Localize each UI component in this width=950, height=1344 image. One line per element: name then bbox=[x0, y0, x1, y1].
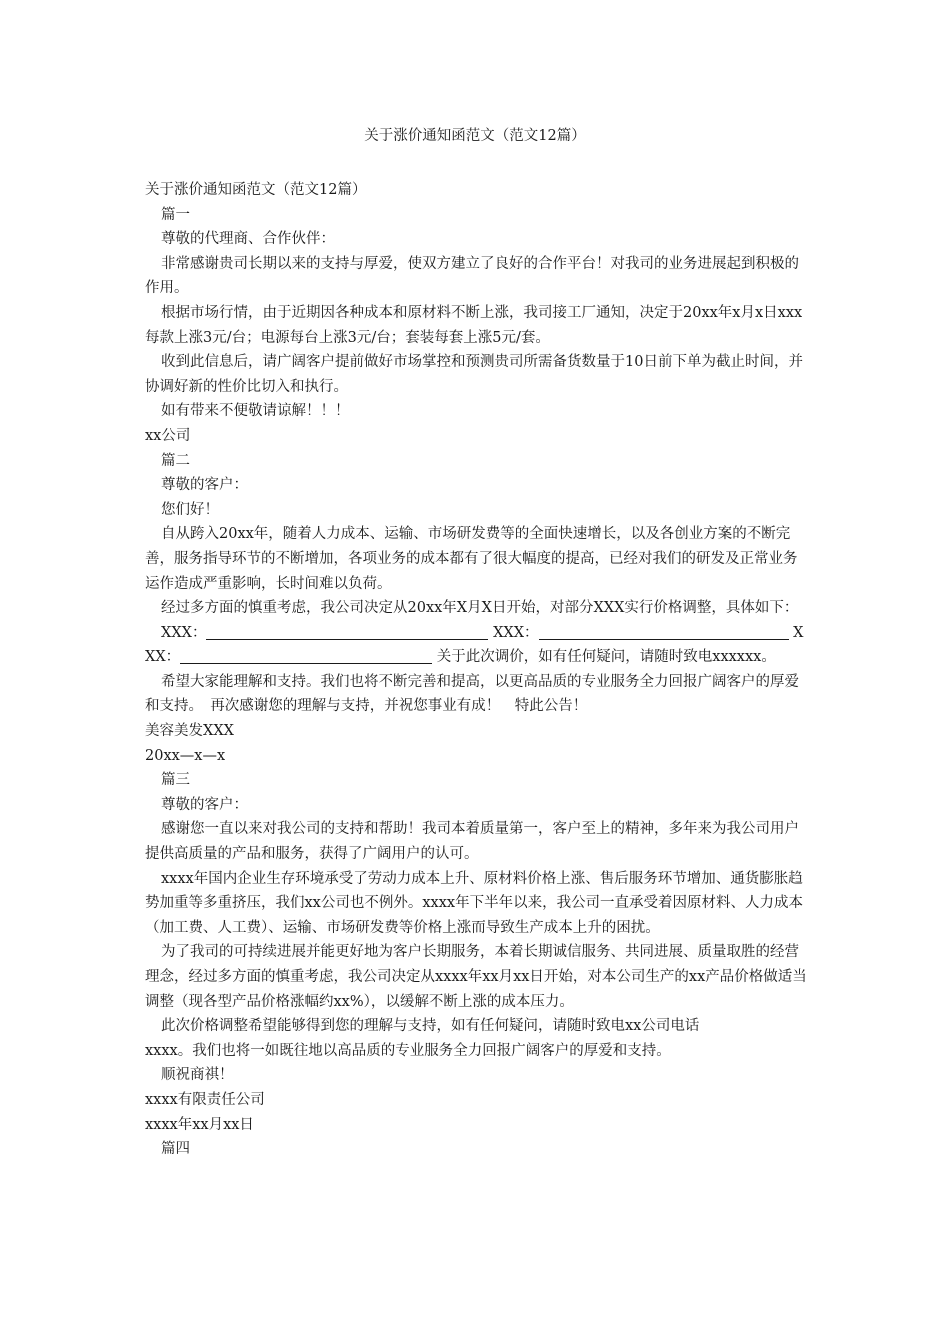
paragraph: 经过多方面的慎重考虑，我公司决定从20xx年X月X日开始，对部分XXX实行价格调整，具体如下： bbox=[161, 600, 799, 617]
paragraph: 根据市场行情，由于近期因各种成本和原材料不断上涨，我司接工厂通知，决定于20xx年x月x日xxx每款上涨3元/台；电源每台上涨3元/台；套装每套上涨5元/套。 bbox=[145, 304, 803, 346]
closing: 顺祝商祺！ bbox=[161, 1067, 234, 1084]
date: xxxx年xx月xx日 bbox=[145, 1116, 254, 1133]
section-heading: 篇二 bbox=[161, 452, 190, 469]
item-label: XXX： bbox=[145, 624, 804, 666]
item-label: XXX： bbox=[161, 624, 207, 641]
fill-in-blank bbox=[180, 647, 432, 664]
paragraph: 非常感谢贵司长期以来的支持与厚爱，使双方建立了良好的合作平台！对我司的业务进展起到积极的作用。 bbox=[145, 255, 799, 297]
paragraph: 感谢您一直以来对我公司的支持和帮助！我司本着质量第一，客户至上的精神，多年来为我公司用户提供高质量的产品和服务，获得了广阔用户的认可。 bbox=[145, 821, 799, 863]
salutation: 尊敬的客户： bbox=[161, 477, 248, 494]
fill-in-blank bbox=[539, 623, 789, 640]
signature: xx公司 bbox=[145, 427, 191, 444]
document-body bbox=[145, 178, 807, 1162]
greeting: 您们好！ bbox=[161, 501, 219, 518]
salutation: 尊敬的客户： bbox=[161, 796, 248, 813]
price-items bbox=[145, 621, 807, 670]
fill-in-blank bbox=[206, 623, 488, 640]
document-title: 关于涨价通知函范文（范文12篇） bbox=[364, 128, 586, 144]
paragraph: 为了我司的可持续进展并能更好地为客户长期服务，本着长期诚信服务、共同进展、质量取胜的经营理念，经过多方面的慎重考虑，我公司决定从xxxx年xx月xx日开始，对本公司生产的xx产品价格做适当调整（现各型产品价格涨幅约xx%），以缓解不断上涨的成本压力。 bbox=[145, 944, 807, 1010]
paragraph: 收到此信息后，请广阔客户提前做好市场掌控和预测贵司所需备货数量于10日前下单为截止时间，并协调好新的性价比切入和执行。 bbox=[145, 354, 803, 395]
paragraph-continued: xxxx。我们也将一如既往地以高品质的专业服务全力回报广阔客户的厚爱和支持。 bbox=[145, 1042, 671, 1059]
paragraph: 希望大家能理解和支持。我们也将不断完善和提高，以更高品质的专业服务全力回报广阔客户的厚爱和支持。 再次感谢您的理解与支持，并祝您事业有成！ 特此公告！ bbox=[145, 673, 799, 715]
items-tail-text: 关于此次调价，如有任何疑问，请随时致电xxxxxx。 bbox=[436, 649, 776, 666]
signature: xxxx有限责任公司 bbox=[145, 1091, 265, 1108]
paragraph: 此次价格调整希望能够得到您的理解与支持，如有任何疑问，请随时致电xx公司电话 bbox=[161, 1018, 700, 1035]
signature: 美容美发XXX bbox=[145, 723, 234, 740]
item-label: XXX： bbox=[493, 624, 539, 641]
paragraph: xxxx年国内企业生存环境承受了劳动力成本上升、原材料价格上涨、售后服务环节增加、通货膨胀趋势加重等多重挤压，我们xx公司也不例外。xxxx年下半年以来，我公司一直承受着因原材料、人力成本（加工费、人工费）、运输、市场研发费等价格上涨而导致生产成本上升的困扰。 bbox=[145, 870, 804, 936]
section-heading: 篇四 bbox=[161, 1141, 190, 1158]
paragraph: 自从跨入20xx年，随着人力成本、运输、市场研发费等的全面快速增长，以及各创业方案的不断完善，服务指导环节的不断增加，各项业务的成本都有了很大幅度的提高，已经对我们的研发及正常业务运作造成严重影响，长时间难以负荷。 bbox=[145, 526, 798, 592]
section-heading: 篇一 bbox=[161, 206, 190, 223]
date: 20xx—x—x bbox=[145, 747, 226, 764]
salutation: 尊敬的代理商、合作伙伴： bbox=[161, 231, 335, 248]
paragraph: 如有带来不便敬请谅解！！！ bbox=[161, 403, 350, 420]
document-subtitle: 关于涨价通知函范文（范文12篇） bbox=[145, 182, 367, 198]
section-heading: 篇三 bbox=[161, 772, 190, 789]
